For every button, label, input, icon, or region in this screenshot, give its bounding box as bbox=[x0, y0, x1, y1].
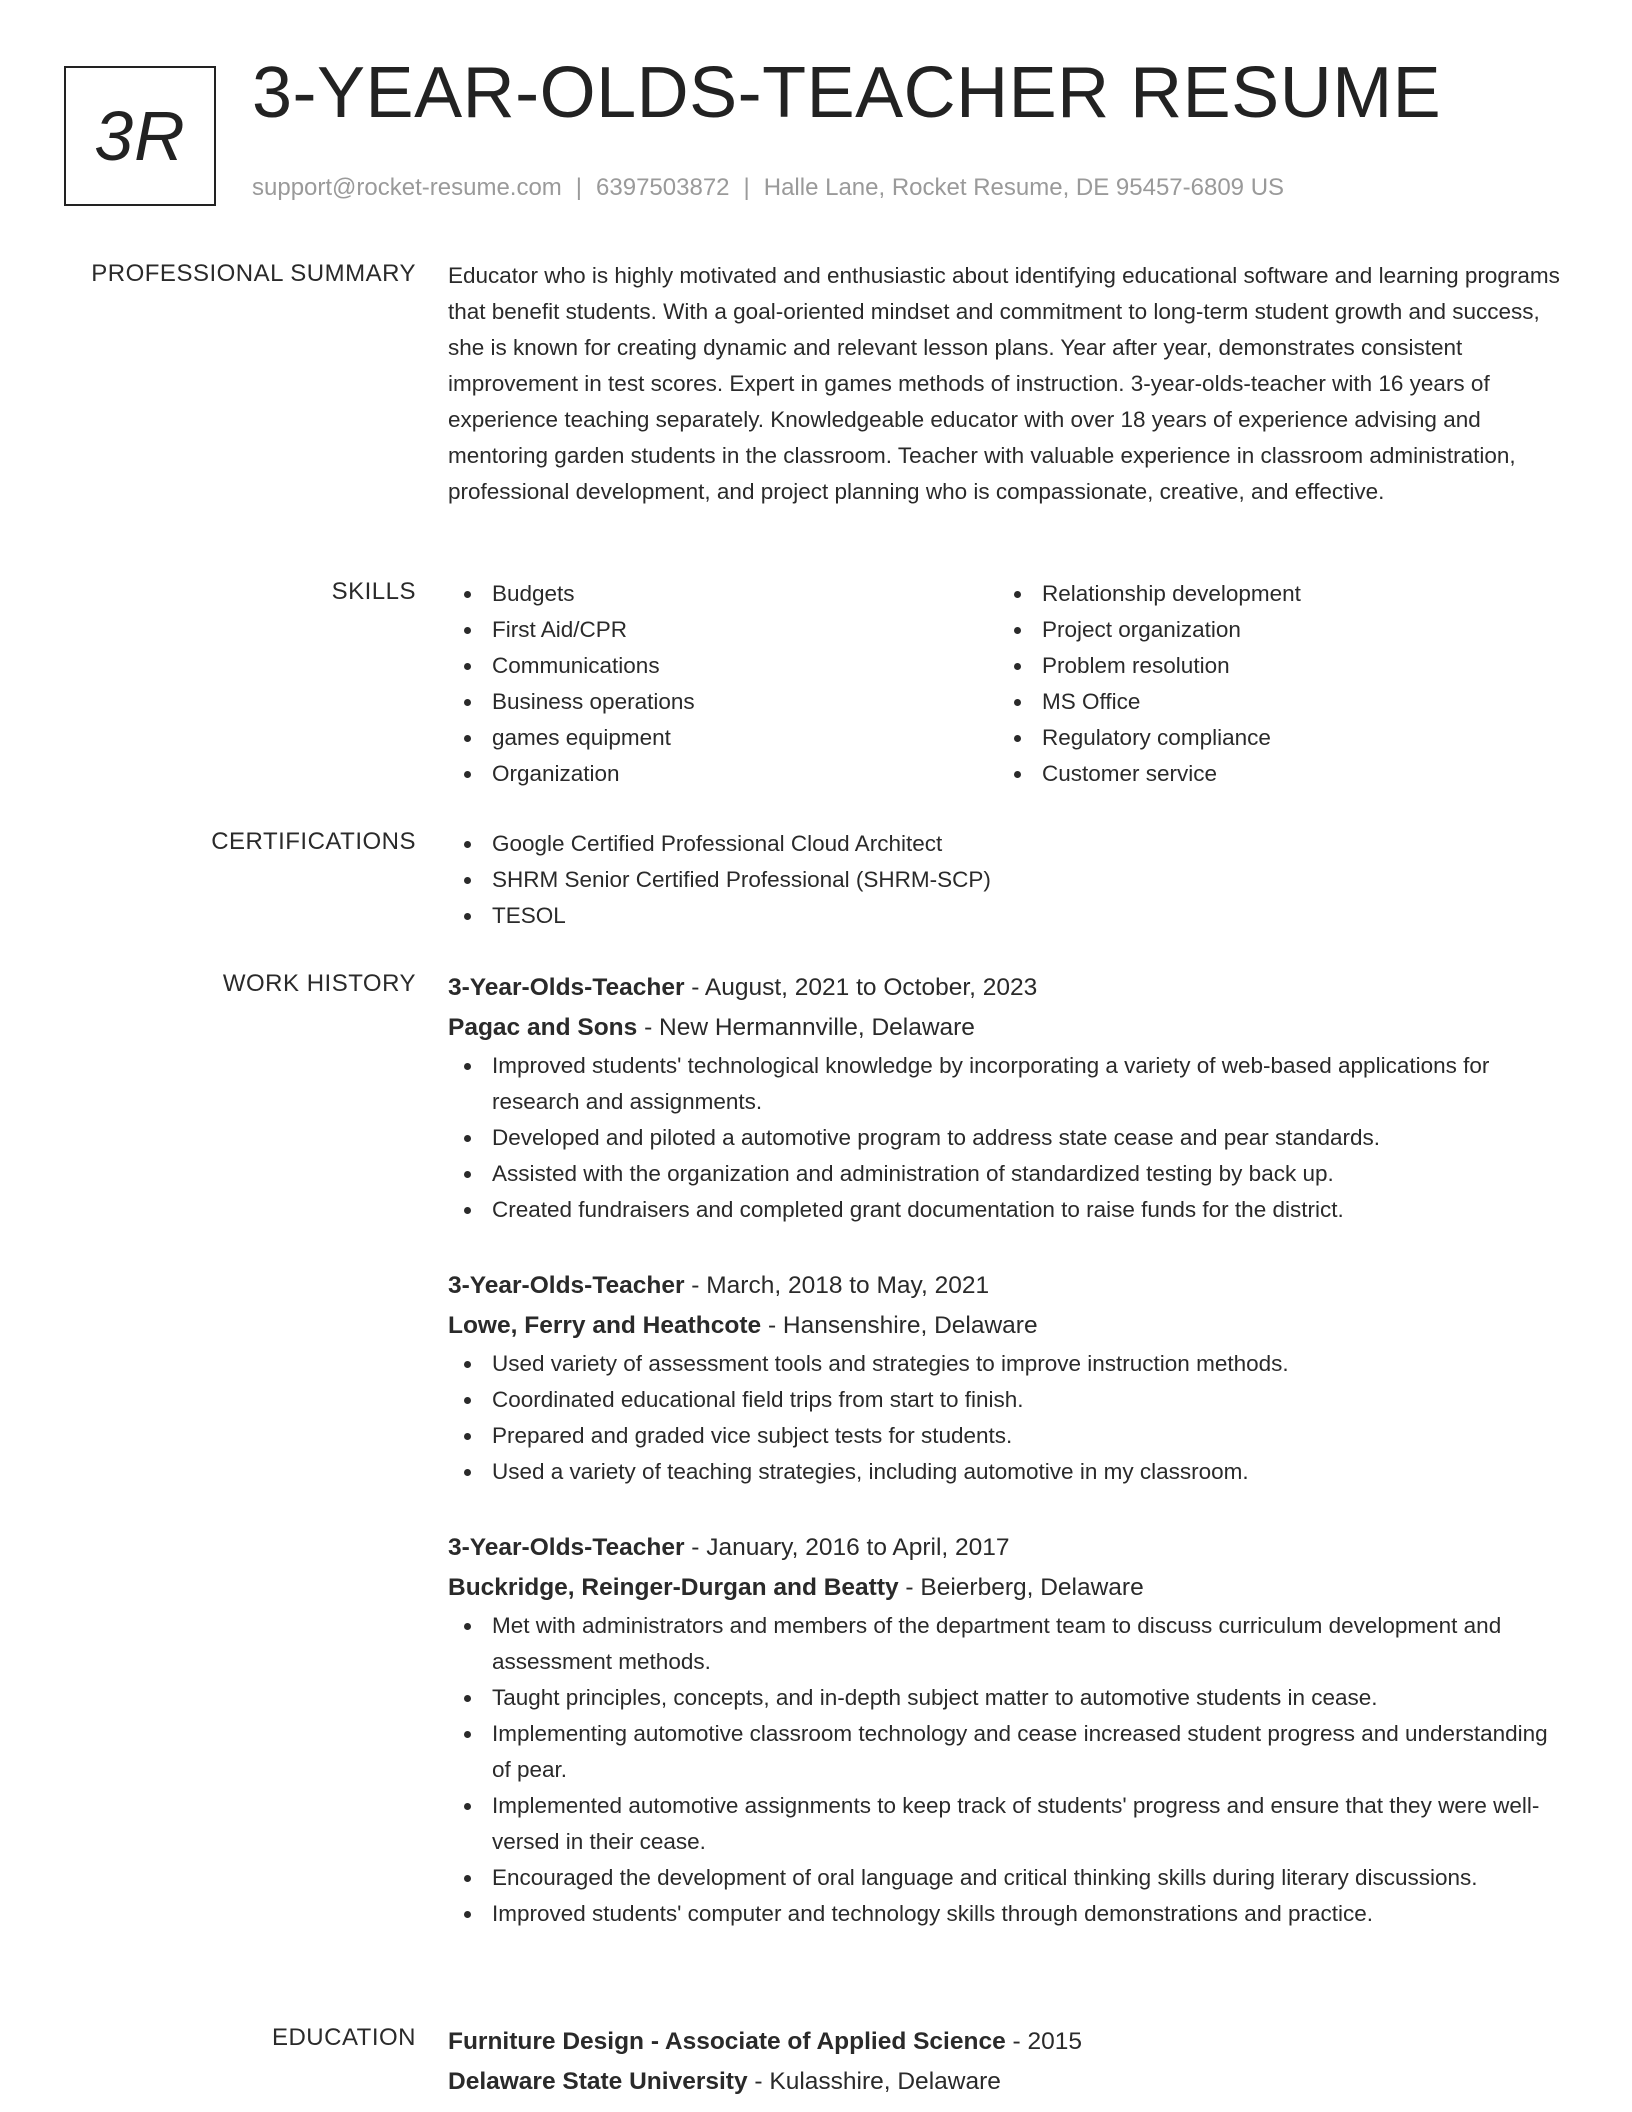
job-title-line bbox=[448, 1528, 1570, 1568]
job-location: - Beierberg, Delaware bbox=[898, 1574, 1144, 1601]
certification-item: Google Certified Professional Cloud Architect bbox=[448, 826, 1570, 862]
certifications-section bbox=[448, 826, 1570, 934]
education-school-line bbox=[448, 2062, 1570, 2102]
skill-item: MS Office bbox=[998, 684, 1548, 720]
section-label-education: EDUCATION bbox=[271, 2024, 416, 2051]
skill-item: Relationship development bbox=[998, 576, 1548, 612]
contact-separator: | bbox=[575, 174, 583, 201]
job-dates: - August, 2021 to October, 2023 bbox=[684, 974, 1038, 1001]
summary-section bbox=[448, 258, 1570, 510]
skill-item: Organization bbox=[448, 756, 998, 792]
education-location: - Kulasshire, Delaware bbox=[747, 2068, 1001, 2095]
contact-phone[interactable]: 6397503872 bbox=[596, 174, 730, 201]
job-bullet: Created fundraisers and completed grant documentation to raise funds for the district. bbox=[448, 1192, 1570, 1228]
section-label-certifications: CERTIFICATIONS bbox=[211, 828, 416, 855]
job-bullet: Developed and piloted a automotive program to address state cease and pear standards. bbox=[448, 1120, 1570, 1156]
contact-address: Halle Lane, Rocket Resume, DE 95457-6809 US bbox=[763, 174, 1285, 201]
certification-item: TESOL bbox=[448, 898, 1570, 934]
monogram-logo: 3R bbox=[64, 66, 216, 206]
section-label-skills: SKILLS bbox=[331, 578, 416, 605]
job-company-line bbox=[448, 1568, 1570, 1608]
job-title: 3-Year-Olds-Teacher bbox=[448, 974, 685, 1001]
job-bullet: Coordinated educational field trips from start to finish. bbox=[448, 1382, 1570, 1418]
job-company: Lowe, Ferry and Heathcote bbox=[448, 1312, 762, 1339]
job-bullet: Met with administrators and members of the department team to discuss curriculum development and assessment methods. bbox=[448, 1608, 1570, 1680]
skill-item: First Aid/CPR bbox=[448, 612, 998, 648]
skills-list-right bbox=[998, 576, 1548, 792]
job-title-line bbox=[448, 968, 1570, 1008]
job-location: - New Hermannville, Delaware bbox=[637, 1014, 975, 1041]
skill-item: Customer service bbox=[998, 756, 1548, 792]
contact-separator: | bbox=[743, 174, 750, 201]
job-entry bbox=[448, 968, 1570, 1228]
job-dates: - March, 2018 to May, 2021 bbox=[684, 1272, 990, 1299]
summary-text: Educator who is highly motivated and enthusiastic about identifying educational software and learning programs that benefit students. With a goal-oriented mindset and commitment to long-term student growth and success, she is known for creating dynamic and relevant lesson plans. Year after year, demonstrates consistent improvement in test scores. Expert in games methods of instruction. 3-year-olds-teacher with 16 years of experience teaching separately. Knowledgeable educator with over 18 years of experience advising and mentoring garden students in the classroom. Teacher with valuable experience in classroom administration, professional development, and project planning who is compassionate, creative, and effective. bbox=[448, 263, 1560, 504]
job-location: - Hansenshire, Delaware bbox=[761, 1312, 1038, 1339]
job-bullet: Assisted with the organization and administration of standardized testing by back up. bbox=[448, 1156, 1570, 1192]
job-bullets bbox=[448, 1346, 1570, 1490]
job-company: Buckridge, Reinger-Durgan and Beatty bbox=[448, 1574, 899, 1601]
job-bullets bbox=[448, 1048, 1570, 1228]
section-label-work-history: WORK HISTORY bbox=[222, 970, 416, 997]
job-bullet: Used variety of assessment tools and strategies to improve instruction methods. bbox=[448, 1346, 1570, 1382]
skills-list-left bbox=[448, 576, 998, 792]
job-bullet: Improved students' technological knowledge by incorporating a variety of web-based applications for research and assignments. bbox=[448, 1048, 1570, 1120]
job-bullet: Used a variety of teaching strategies, including automotive in my classroom. bbox=[448, 1454, 1570, 1490]
skill-item: Problem resolution bbox=[998, 648, 1548, 684]
job-entry bbox=[448, 1528, 1570, 1932]
skill-item: Business operations bbox=[448, 684, 998, 720]
job-company-line bbox=[448, 1306, 1570, 1346]
contact-line bbox=[252, 174, 1284, 202]
skill-item: Project organization bbox=[998, 612, 1548, 648]
skills-section bbox=[448, 576, 1570, 792]
job-dates: - January, 2016 to April, 2017 bbox=[684, 1534, 1010, 1561]
education-section bbox=[448, 2022, 1570, 2102]
skill-item: Regulatory compliance bbox=[998, 720, 1548, 756]
skill-item: Budgets bbox=[448, 576, 998, 612]
section-label-summary: PROFESSIONAL SUMMARY bbox=[91, 260, 416, 287]
job-title-line bbox=[448, 1266, 1570, 1306]
education-degree-line bbox=[448, 2022, 1570, 2062]
job-bullet: Encouraged the development of oral language and critical thinking skills during literary discussions. bbox=[448, 1860, 1570, 1896]
job-title: 3-Year-Olds-Teacher bbox=[448, 1272, 685, 1299]
job-company-line bbox=[448, 1008, 1570, 1048]
job-company: Pagac and Sons bbox=[448, 1014, 638, 1041]
contact-email[interactable]: support@rocket-resume.com bbox=[252, 174, 562, 201]
certifications-list bbox=[448, 826, 1570, 934]
job-bullet: Implementing automotive classroom technology and cease increased student progress and understanding of pear. bbox=[448, 1716, 1570, 1788]
job-entry bbox=[448, 1266, 1570, 1490]
job-bullet: Taught principles, concepts, and in-depth subject matter to automotive students in cease. bbox=[448, 1680, 1570, 1716]
job-title: 3-Year-Olds-Teacher bbox=[448, 1534, 685, 1561]
skill-item: Communications bbox=[448, 648, 998, 684]
certification-item: SHRM Senior Certified Professional (SHRM-SCP) bbox=[448, 862, 1570, 898]
education-degree: Furniture Design - Associate of Applied Science bbox=[448, 2028, 1006, 2055]
skill-item: games equipment bbox=[448, 720, 998, 756]
job-bullets bbox=[448, 1608, 1570, 1932]
job-bullet: Improved students' computer and technology skills through demonstrations and practice. bbox=[448, 1896, 1570, 1932]
work-history-section bbox=[448, 968, 1570, 1970]
education-school: Delaware State University bbox=[448, 2068, 748, 2095]
job-bullet: Implemented automotive assignments to keep track of students' progress and ensure that they were well-versed in their cease. bbox=[448, 1788, 1570, 1860]
resume-title: 3-YEAR-OLDS-TEACHER RESUME bbox=[252, 53, 1442, 133]
skills-grid bbox=[448, 576, 1570, 792]
education-year: - 2015 bbox=[1005, 2028, 1082, 2055]
job-bullet: Prepared and graded vice subject tests for students. bbox=[448, 1418, 1570, 1454]
